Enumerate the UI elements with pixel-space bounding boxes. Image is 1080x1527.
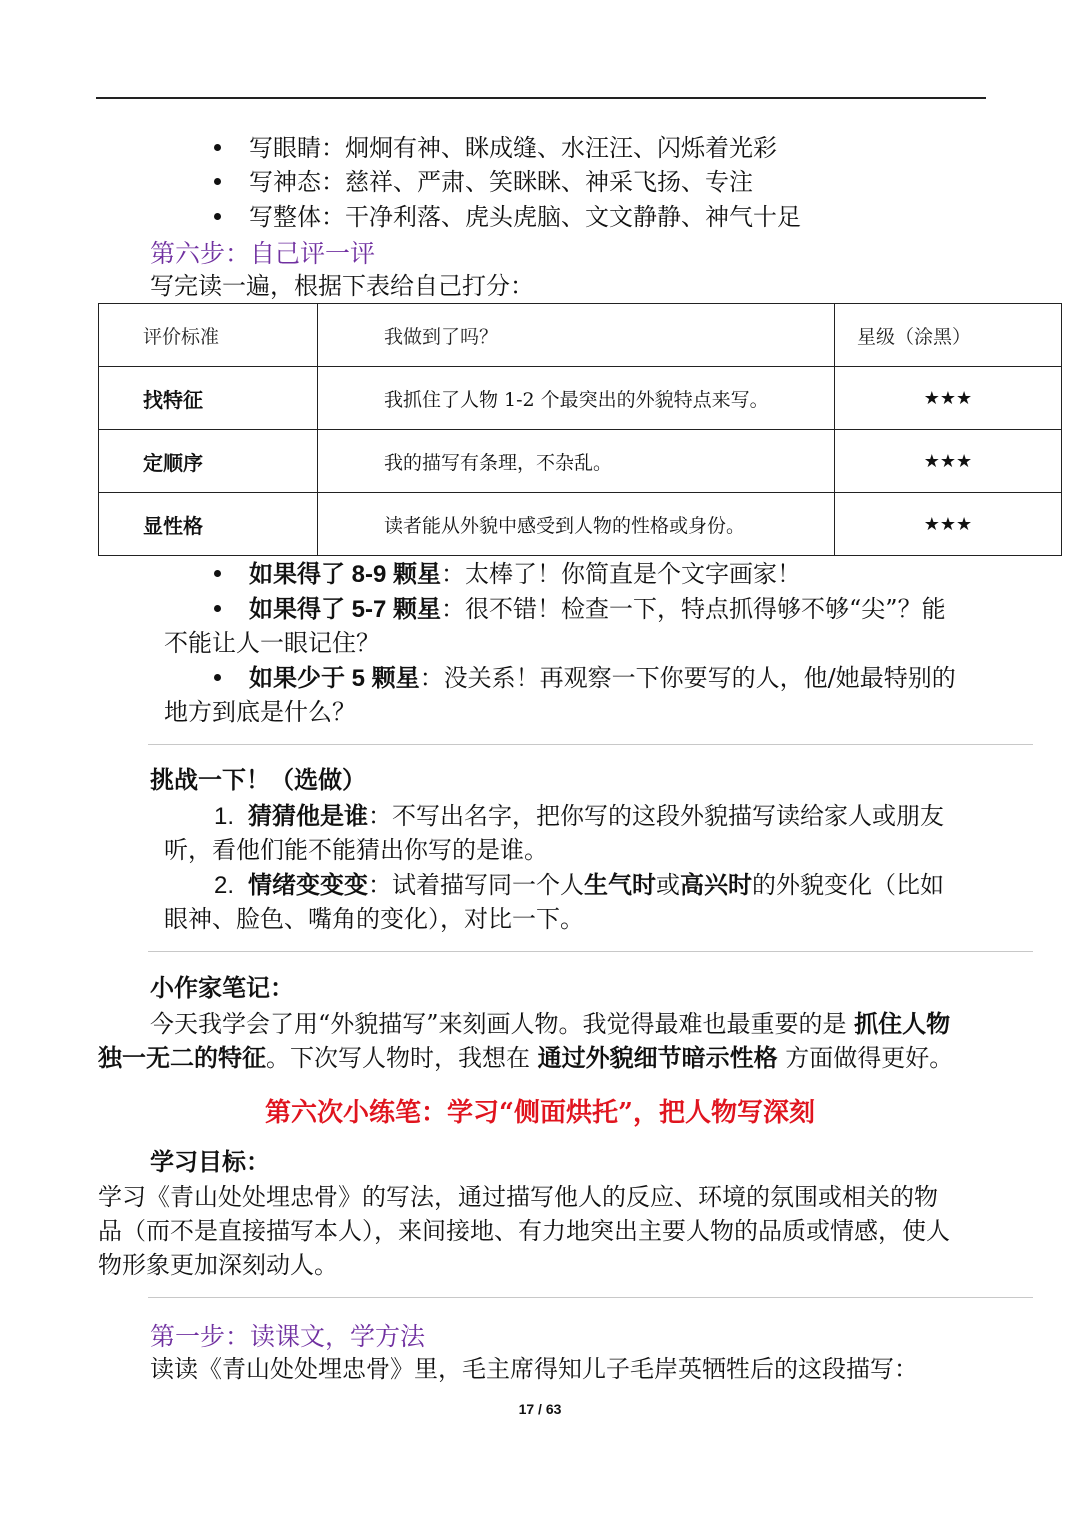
notes-text: 今天我学会了用“外貌描写”来刻画人物。我觉得最难也最重要的是 [150,1010,855,1038]
header-stars: 星级（涂黑） [835,304,1062,367]
list-item [214,200,801,234]
challenge-item-2 [214,868,944,903]
notes-line-2 [98,1041,953,1076]
notes-text: 方面做得更好。 [777,1044,954,1072]
table-header-row [99,304,1062,367]
bullet-icon [214,605,221,612]
item-text: 或 [656,871,681,899]
table-row [99,430,1062,493]
list-item-text: 写整体：干净利落、虎头虎脑、文文静静、神气十足 [249,203,801,231]
goal-title: 学习目标： [150,1149,270,1176]
table-row [99,493,1062,556]
challenge-item-2-cont: 眼神、脸色、嘴角的变化），对比一下。 [164,905,584,933]
desc-cell: 我的描写有条理，不杂乱。 [318,430,835,493]
notes-emphasis: 抓住人物 [854,1011,951,1038]
score-label: 如果少于 5 颗星 [249,665,420,692]
score-text-cont: 地方到底是什么？ [164,698,356,726]
score-text: ：没关系！再观察一下你要写的人，他/她最特别的 [419,664,956,692]
divider [148,744,1033,745]
divider [148,1297,1033,1298]
desc-cell: 读者能从外貌中感受到人物的性格或身份。 [318,493,835,556]
header-done: 我做到了吗？ [318,304,835,367]
score-item [214,661,956,696]
notes-emphasis: 通过外貌细节暗示性格 [537,1045,778,1072]
goal-line: 学习《青山处处埋忠骨》的写法，通过描写他人的反应、环境的氛围或相关的物 [98,1183,938,1211]
list-item-text: 写眼睛：炯炯有神、眯成缝、水汪汪、闪烁着光彩 [249,134,777,162]
item-emphasis: 高兴时 [680,872,753,899]
header-rule [96,97,986,99]
score-text: ：太棒了！你简直是个文字画家！ [441,560,802,588]
bullet-icon [214,144,221,151]
bullet-icon [214,213,221,220]
item-emphasis: 生气时 [584,872,657,899]
score-label: 如果得了 8-9 颗星 [249,561,442,588]
divider [148,951,1033,952]
score-item [214,557,801,592]
challenge-item-1-cont: 听，看他们能不能猜出你写的是谁。 [164,836,548,864]
challenge-title: 挑战一下！（选做） [150,767,366,794]
score-text-cont: 不能让人一眼记住？ [164,629,380,657]
item-text: 的外貌变化（比如 [752,871,945,899]
stars-cell[interactable]: ★★★ [835,367,1062,430]
item-label: 猜猜他是谁 [248,803,369,830]
criterion-cell: 显性格 [99,493,318,556]
header-criterion: 评价标准 [99,304,318,367]
item-number: 1. [214,803,235,830]
item-label: 情绪变变变 [248,872,369,899]
goal-line: 品（而不是直接描写本人），来间接地、有力地突出主要人物的品质或情感，使人 [98,1217,950,1245]
desc-cell: 我抓住了人物 1-2 个最突出的外貌特点来写。 [318,367,835,430]
page-number: 17 / 63 [518,1401,562,1417]
step6-intro: 写完读一遍，根据下表给自己打分： [150,272,534,300]
notes-text: 。下次写人物时，我想在 [266,1044,538,1072]
score-label: 如果得了 5-7 颗星 [249,596,442,623]
item-text: ：不写出名字，把你写的这段外貌描写读给家人或朋友 [368,802,945,830]
bullet-icon [214,674,221,681]
stars-cell[interactable]: ★★★ [835,430,1062,493]
list-item-text: 写神态：慈祥、严肃、笑眯眯、神采飞扬、专注 [249,168,753,196]
section-title: 第六次小练笔：学习“侧面烘托”，把人物写深刻 [265,1098,815,1128]
list-item [214,165,753,199]
notes-line-1 [150,1007,950,1042]
notes-emphasis: 独一无二的特征 [98,1045,266,1072]
stars-cell[interactable]: ★★★ [835,493,1062,556]
notes-title: 小作家笔记： [150,975,294,1002]
item-text: ：试着描写同一个人 [368,871,585,899]
challenge-item-1 [214,799,944,834]
score-text: ：很不错！检查一下，特点抓得够不够“尖”？能 [441,595,946,623]
bullet-icon [214,178,221,185]
goal-line: 物形象更加深刻动人。 [98,1251,338,1279]
step6-title: 第六步：自己评一评 [150,239,376,268]
score-item [214,592,946,627]
item-number: 2. [214,872,235,899]
step1-title: 第一步：读课文，学方法 [150,1322,426,1351]
criterion-cell: 找特征 [99,367,318,430]
bullet-icon [214,570,221,577]
list-item [214,131,777,165]
criterion-cell: 定顺序 [99,430,318,493]
table-row [99,367,1062,430]
step1-text: 读读《青山处处埋忠骨》里，毛主席得知儿子毛岸英牺牲后的这段描写： [150,1355,918,1383]
evaluation-table [98,303,1062,556]
